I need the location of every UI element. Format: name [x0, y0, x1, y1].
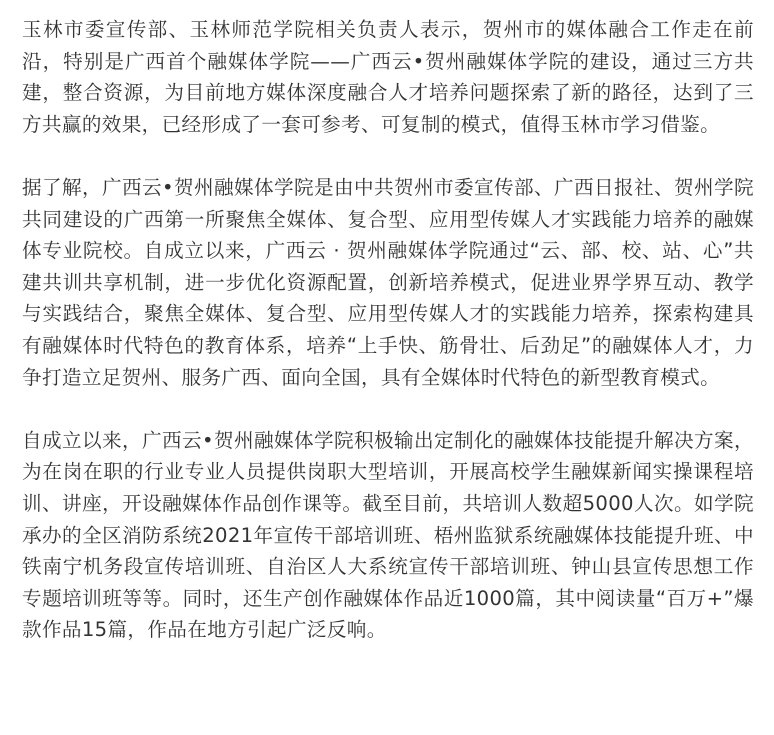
- article-body: [22, 14, 754, 677]
- paragraph-college-introduction: 据了解，广西云•贺州融媒体学院是由中共贺州市委宣传部、广西日报社、贺州学院共同建设的广西第一所聚焦全媒体、复合型、应用型传媒人才实践能力培养的融媒体专业院校。自成立以来，广西云 · 贺州融媒体学院通过“云、部、校、站、心”共建共训共享机制，进一步优化资源配置，创新培养模式，促进业界学界互动、教学与实践结合，聚焦全媒体、复合型、应用型传媒人才的实践能力培养，探索构建具有融媒体时代特色的教育体系，培养“上手快、筋骨壮、后劲足”的融媒体人才，力争打造立足贺州、服务广西、面向全国，具有全媒体时代特色的新型教育模式。: [22, 175, 754, 389]
- paragraph-media-integration-praise: 玉林市委宣传部、玉林师范学院相关负责人表示，贺州市的媒体融合工作走在前沿，特别是广西首个融媒体学院——广西云•贺州融媒体学院的建设，通过三方共建，整合资源，为目前地方媒体深度融合人才培养问题探索了新的路径，达到了三方共赢的效果，已经形成了一套可参考、可复制的模式，值得玉林市学习借鉴。: [22, 18, 754, 136]
- paragraph-training-achievements: 自成立以来，广西云•贺州融媒体学院积极输出定制化的融媒体技能提升解决方案，为在岗在职的行业专业人员提供岗职大型培训，开展高校学生融媒新闻实操课程培训、讲座，开设融媒体作品创作课等。截至目前，共培训人数超5000人次。如学院承办的全区消防系统2021年宣传干部培训班、梧州监狱系统融媒体技能提升班、中铁南宁机务段宣传培训班、自治区人大系统宣传干部培训班、钟山县宣传思想工作专题培训班等等。同时，还生产创作融媒体作品近1000篇，其中阅读量“百万+”爆款作品15篇，作品在地方引起广泛反响。: [22, 428, 754, 642]
